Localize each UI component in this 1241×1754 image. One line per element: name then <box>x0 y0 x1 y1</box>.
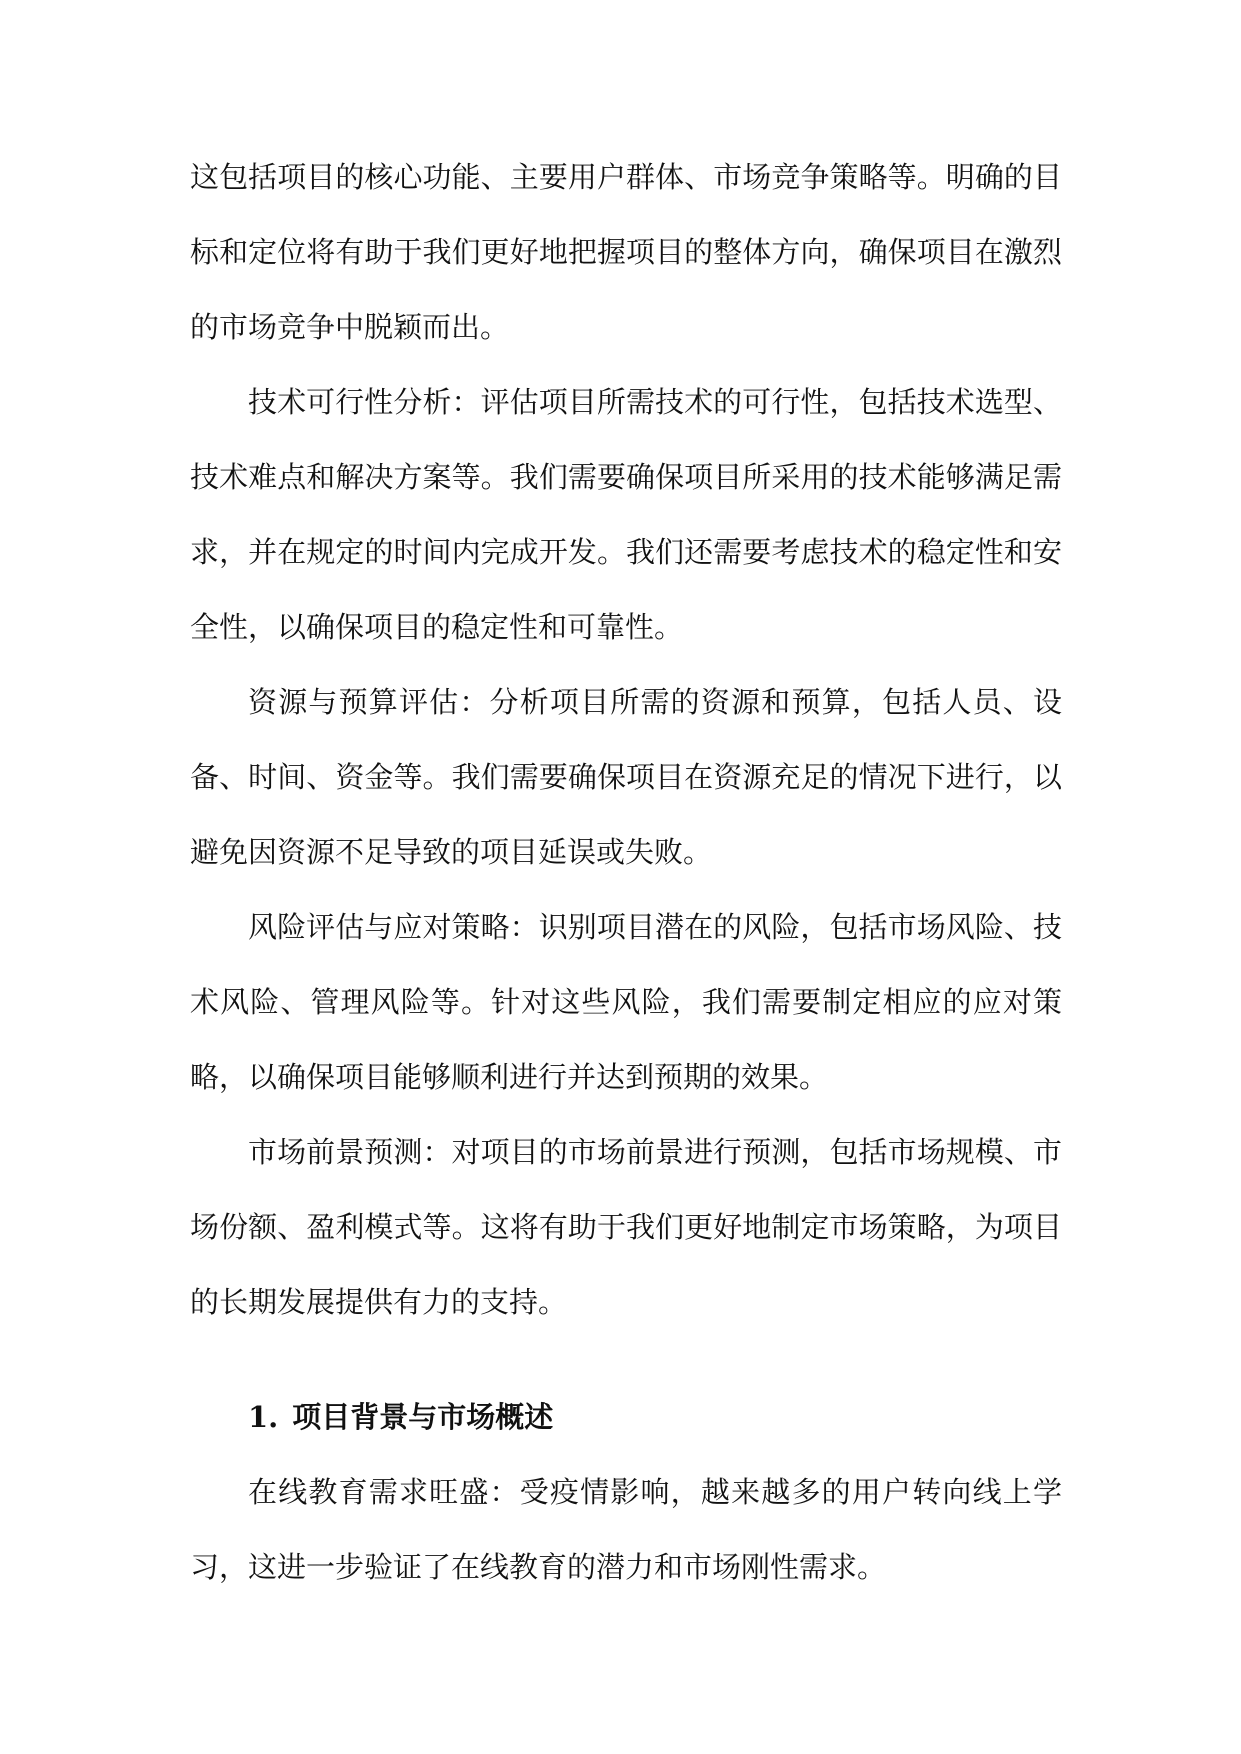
section-number: 1. <box>248 1400 279 1434</box>
paragraph-tech-feasibility: 技术可行性分析：评估项目所需技术的可行性，包括技术选型、技术难点和解决方案等。我们需要确保项目所采用的技术能够满足需求，并在规定的时间内完成开发。我们还需要考虑技术的稳定性和安全性，以确保项目的稳定性和可靠性。 <box>190 385 1062 644</box>
paragraph-risk-assessment: 风险评估与应对策略：识别项目潜在的风险，包括市场风险、技术风险、管理风险等。针对这些风险，我们需要制定相应的应对策略，以确保项目能够顺利进行并达到预期的效果。 <box>190 910 1062 1094</box>
section-heading <box>190 1340 1062 1455</box>
paragraph-market-forecast: 市场前景预测：对项目的市场前景进行预测，包括市场规模、市场份额、盈利模式等。这将有助于我们更好地制定市场策略，为项目的长期发展提供有力的支持。 <box>190 1135 1062 1319</box>
section-title: 项目背景与市场概述 <box>292 1400 554 1434</box>
document-page <box>190 140 1062 1605</box>
paragraph-resource-budget: 资源与预算评估：分析项目所需的资源和预算，包括人员、设备、时间、资金等。我们需要确保项目在资源充足的情况下进行，以避免因资源不足导致的项目延误或失败。 <box>190 685 1062 869</box>
paragraph-online-education: 在线教育需求旺盛：受疫情影响，越来越多的用户转向线上学习，这进一步验证了在线教育的潜力和市场刚性需求。 <box>190 1475 1062 1584</box>
paragraph-goals: 这包括项目的核心功能、主要用户群体、市场竞争策略等。明确的目标和定位将有助于我们更好地把握项目的整体方向，确保项目在激烈的市场竞争中脱颖而出。 <box>190 160 1062 344</box>
